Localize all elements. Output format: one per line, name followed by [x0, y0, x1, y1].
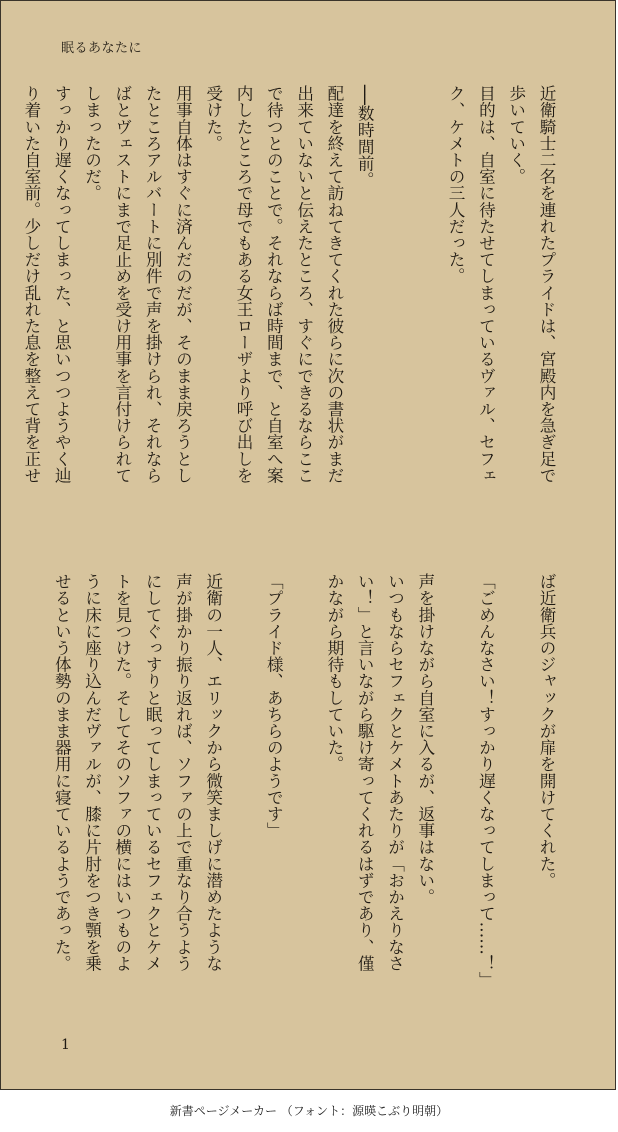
- running-header: 眠るあなたに: [61, 41, 143, 56]
- footer-credit: 新書ページメーカー （フォント：源暎こぶり明朝）: [169, 1104, 449, 1118]
- page-number: 1: [61, 1037, 70, 1053]
- body-text-upper: 近衛騎士二名を連れたプライドは、宮殿内を急ぎ足で 歩いていく。 目的は、自室に待たせてしまっているヴァル、セフェ ク、ケメトの三人だった。 ──数時間前。 配達を終えて訪ねてきてくれた彼らに次の書状がまだ 出来ていないと伝えたところ、すぐにできるならここ で待つとのことで。それならば時間まで、と自室へ案 内したところで母でもある女王ローザより呼び出しを 受けた。 用事自体はすぐに済んだのだが、そのまま戻ろうとし たところアルバートに別件で声を掛けられ、それなら ばとヴェストにまで足止めを受け用事を言付けられて しまったのだ。 すっかり遅くなってしまった、と思いつつようやく辿 り着いた自室前。少しだけ乱れた息を整えて背を正せ: [21, 85, 556, 484]
- body-text-lower: ば近衛兵のジャックが扉を開けてくれた。 「ごめんなさい！すっかり遅くなってしまって……！」 声を掛けながら自室に入るが、返事はない。 いつもならセフェクとケメトあたりが「おかえりなさ い！」と言いながら駆け寄ってくれるはずであり、僅 かながら期待もしていた。 「プライド様、あちらのようです」 近衛の一人、エリックから微笑ましげに潜めたような 声が掛かり振り返れば、ソファの上で重なり合うよう にしてぐっすりと眠ってしまっているセフェクとケメ トを見つけた。そしてそのソファの横にはいつものよ うに床に座り込んだヴァルが、膝に片肘をつき顎を乗 せるという体勢のまま器用に寝ているようであった。: [52, 573, 556, 988]
